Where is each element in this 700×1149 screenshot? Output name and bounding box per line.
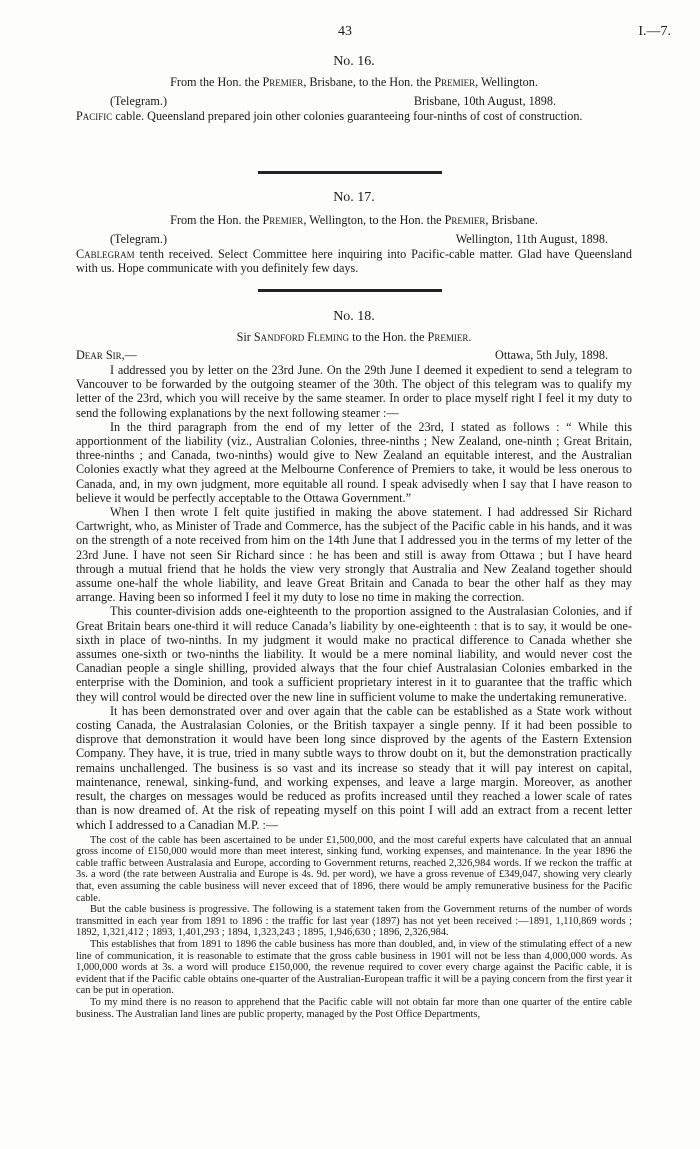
section-number: No. 16. <box>333 54 375 69</box>
paragraph: It has been demonstrated over and over again that the cable can be established as a State work without costing Canada, the Australasian Colonies, or the British taxpayer a single penny. If it had been possible to disprove that demonstration it would have been long since disproved by the agents of the Eastern Extension Company. They have, it is true, tried in many subtle ways to throw doubt on it, but the demonstration practically remains unchallenged. The business is so vast and its increase so steady that it will pay interest on capital, maintenance, renewal, sinking-fund, and working expenses, and leave a large margin. Moreover, as another result, the charges on messages would be reduced as profits increased until they reached a lower scale of rates than is now dreamed of. At the risk of repeating myself on this point I will add an extract from a recent letter which I addressed to a Canadian M.P. :— <box>76 703 632 832</box>
telegram-line <box>76 94 632 109</box>
document-reference: I.—7. <box>638 24 671 39</box>
telegram-line <box>76 232 632 247</box>
telegram-label: (Telegram.) <box>110 94 168 108</box>
telegram-body: Cablegram tenth received. Select Committee here inquiring into Pacific-cable matter. Glad have Queensland with us. Hope communicate with you definitely few days. <box>76 247 632 276</box>
from-line: From the Hon. the Premier, Brisbane, to the Hon. the Premier, Wellington. <box>170 75 538 89</box>
salutation: Dear Sir,— <box>76 348 137 362</box>
paragraph: I addressed you by letter on the 23rd June. On the 29th June I deemed it expedient to send a telegram to Vancouver to be forwarded by the outgoing steamer of the 30th. The object of this telegram was to qualify my letter of the 23rd, which you will receive by the same steamer. In order to place myself right I feel it my duty to send the following explanations by the next following steamer :— <box>76 363 632 420</box>
place-date: Brisbane, 10th August, 1898. <box>413 94 556 108</box>
extract-paragraph: To my mind there is no reason to apprehend that the Pacific cable will not obtain far more than one quarter of the entire cable business. The Australian land lines are public property, managed by the Post Office Departments, <box>76 997 632 1020</box>
section-number: No. 17. <box>333 190 375 205</box>
paragraph: When I then wrote I felt quite justified in making the above statement. I had addressed Sir Richard Cartwright, who, as Minister of Trade and Commerce, has the subject of the Pacific cable in his hands, and it was on the strength of a note received from him on the 14th June that I addressed you in the terms of my letter of the 23rd June. I have not seen Sir Richard since : he has been and still is away from Ottawa ; but I have heard through a mutual friend that he holds the view very strongly that Australia and New Zealand together should assume one-half the whole liability, and leave Great Britain and Canada to bear the other half as they may arrange. Having been so informed I feel it my duty to lose no time in making the correction. <box>76 505 632 605</box>
from-line: Sir Sandford Fleming to the Hon. the Premier. <box>236 330 472 344</box>
paragraph: In the third paragraph from the end of my letter of the 23rd, I stated as follows : “ While this apportionment of the liability (viz., Australian Colonies, three-ninths ; New Zealand, one-ninth ; Great Britain, three-ninths ; and Canada, two-ninths) would give to New Zealand an equitable interest, and the Australian Colonies exactly what they agreed at the Melbourne Conference of Premiers to take, it would be less onerous to Canada, and, in my own judgment, more equitable all round. I speak advisedly when I say that I have reason to believe it would be perfectly acceptable to the Ottawa Government.” <box>76 419 632 505</box>
section-18 <box>76 309 632 1020</box>
from-line: From the Hon. the Premier, Wellington, to the Hon. the Premier, Brisbane. <box>170 213 538 227</box>
extract-paragraph: The cost of the cable has been ascertained to be under £1,500,000, and the most careful experts have calculated that an annual gross income of £150,000 would more than meet interest, sinking fund, working expenses, and maintenance. In the year 1896 the cable traffic between Australasia and Europe, according to Government returns, reached 2,326,984 words. If we reckon the traffic at 3s. a word (the rate between Australia and Europe is 4s. 9d. per word), we have a gross revenue of £349,047, showing very clearly that, even assuming the cable business will never exceed that of 1896, there would be amply remunerative business for the Pacific cable. <box>76 834 632 904</box>
extract-paragraph: This establishes that from 1891 to 1896 the cable business has more than doubled, and, in view of the stimulating effect of a new line of communication, it is reasonable to estimate that the gross cable business in 1901 will not be less than 4,000,000 words. As 1,000,000 words at 3s. a word will produce £150,000, the revenue required to cover every charge against the Pacific cable, it is evident that if the Pacific cable obtains one-quarter of the Australian-European traffic it will be a paying concern from the first year it can be put in operation. <box>76 939 632 997</box>
page-number: 43 <box>338 24 352 39</box>
section-divider <box>258 171 442 174</box>
section-divider <box>258 289 442 292</box>
telegram-label: (Telegram.) <box>110 232 168 246</box>
section-17 <box>76 190 632 275</box>
place-date: Wellington, 11th August, 1898. <box>455 232 608 246</box>
place-date: Ottawa, 5th July, 1898. <box>495 348 608 362</box>
extract-paragraph: But the cable business is progressive. The following is a statement taken from the Government returns of the number of words transmitted in each year from 1891 to 1896 : the traffic for last year (1897) has not yet been received :—1891, 1,110,869 words ; 1892, 1,321,412 ; 1893, 1,401,293 ; 1894, 1,323,243 ; 1895, 1,946,630 ; 1896, 2,326,984. <box>76 904 632 939</box>
section-16 <box>76 54 632 123</box>
section-number: No. 18. <box>333 309 375 324</box>
telegram-body: Pacific cable. Queensland prepared join other colonies guaranteeing four-ninths of cost of construction. <box>76 109 583 123</box>
letter-extract <box>76 835 632 1021</box>
paragraph: This counter-division adds one-eighteenth to the proportion assigned to the Australasian Colonies, and if Great Britain bears one-third it will reduce Canada’s liability by one-eighteenth : that is to say, it would be one-sixth in place of two-ninths. In my judgment it would make no practical difference to Canada whether she assumes one-sixth or two-ninths the liability. It would be a mere nominal liability, and would never cost the Canadian people a single shilling, provided always that the four chief Australasian Colonies embarked in the enterprise with the Dominion, and took a sufficient proprietary interest in it to guarantee that the traffic which they will control would be directed over the new line in sufficient volume to make the undertaking remunerative. <box>76 604 632 704</box>
salutation-line <box>76 348 632 363</box>
